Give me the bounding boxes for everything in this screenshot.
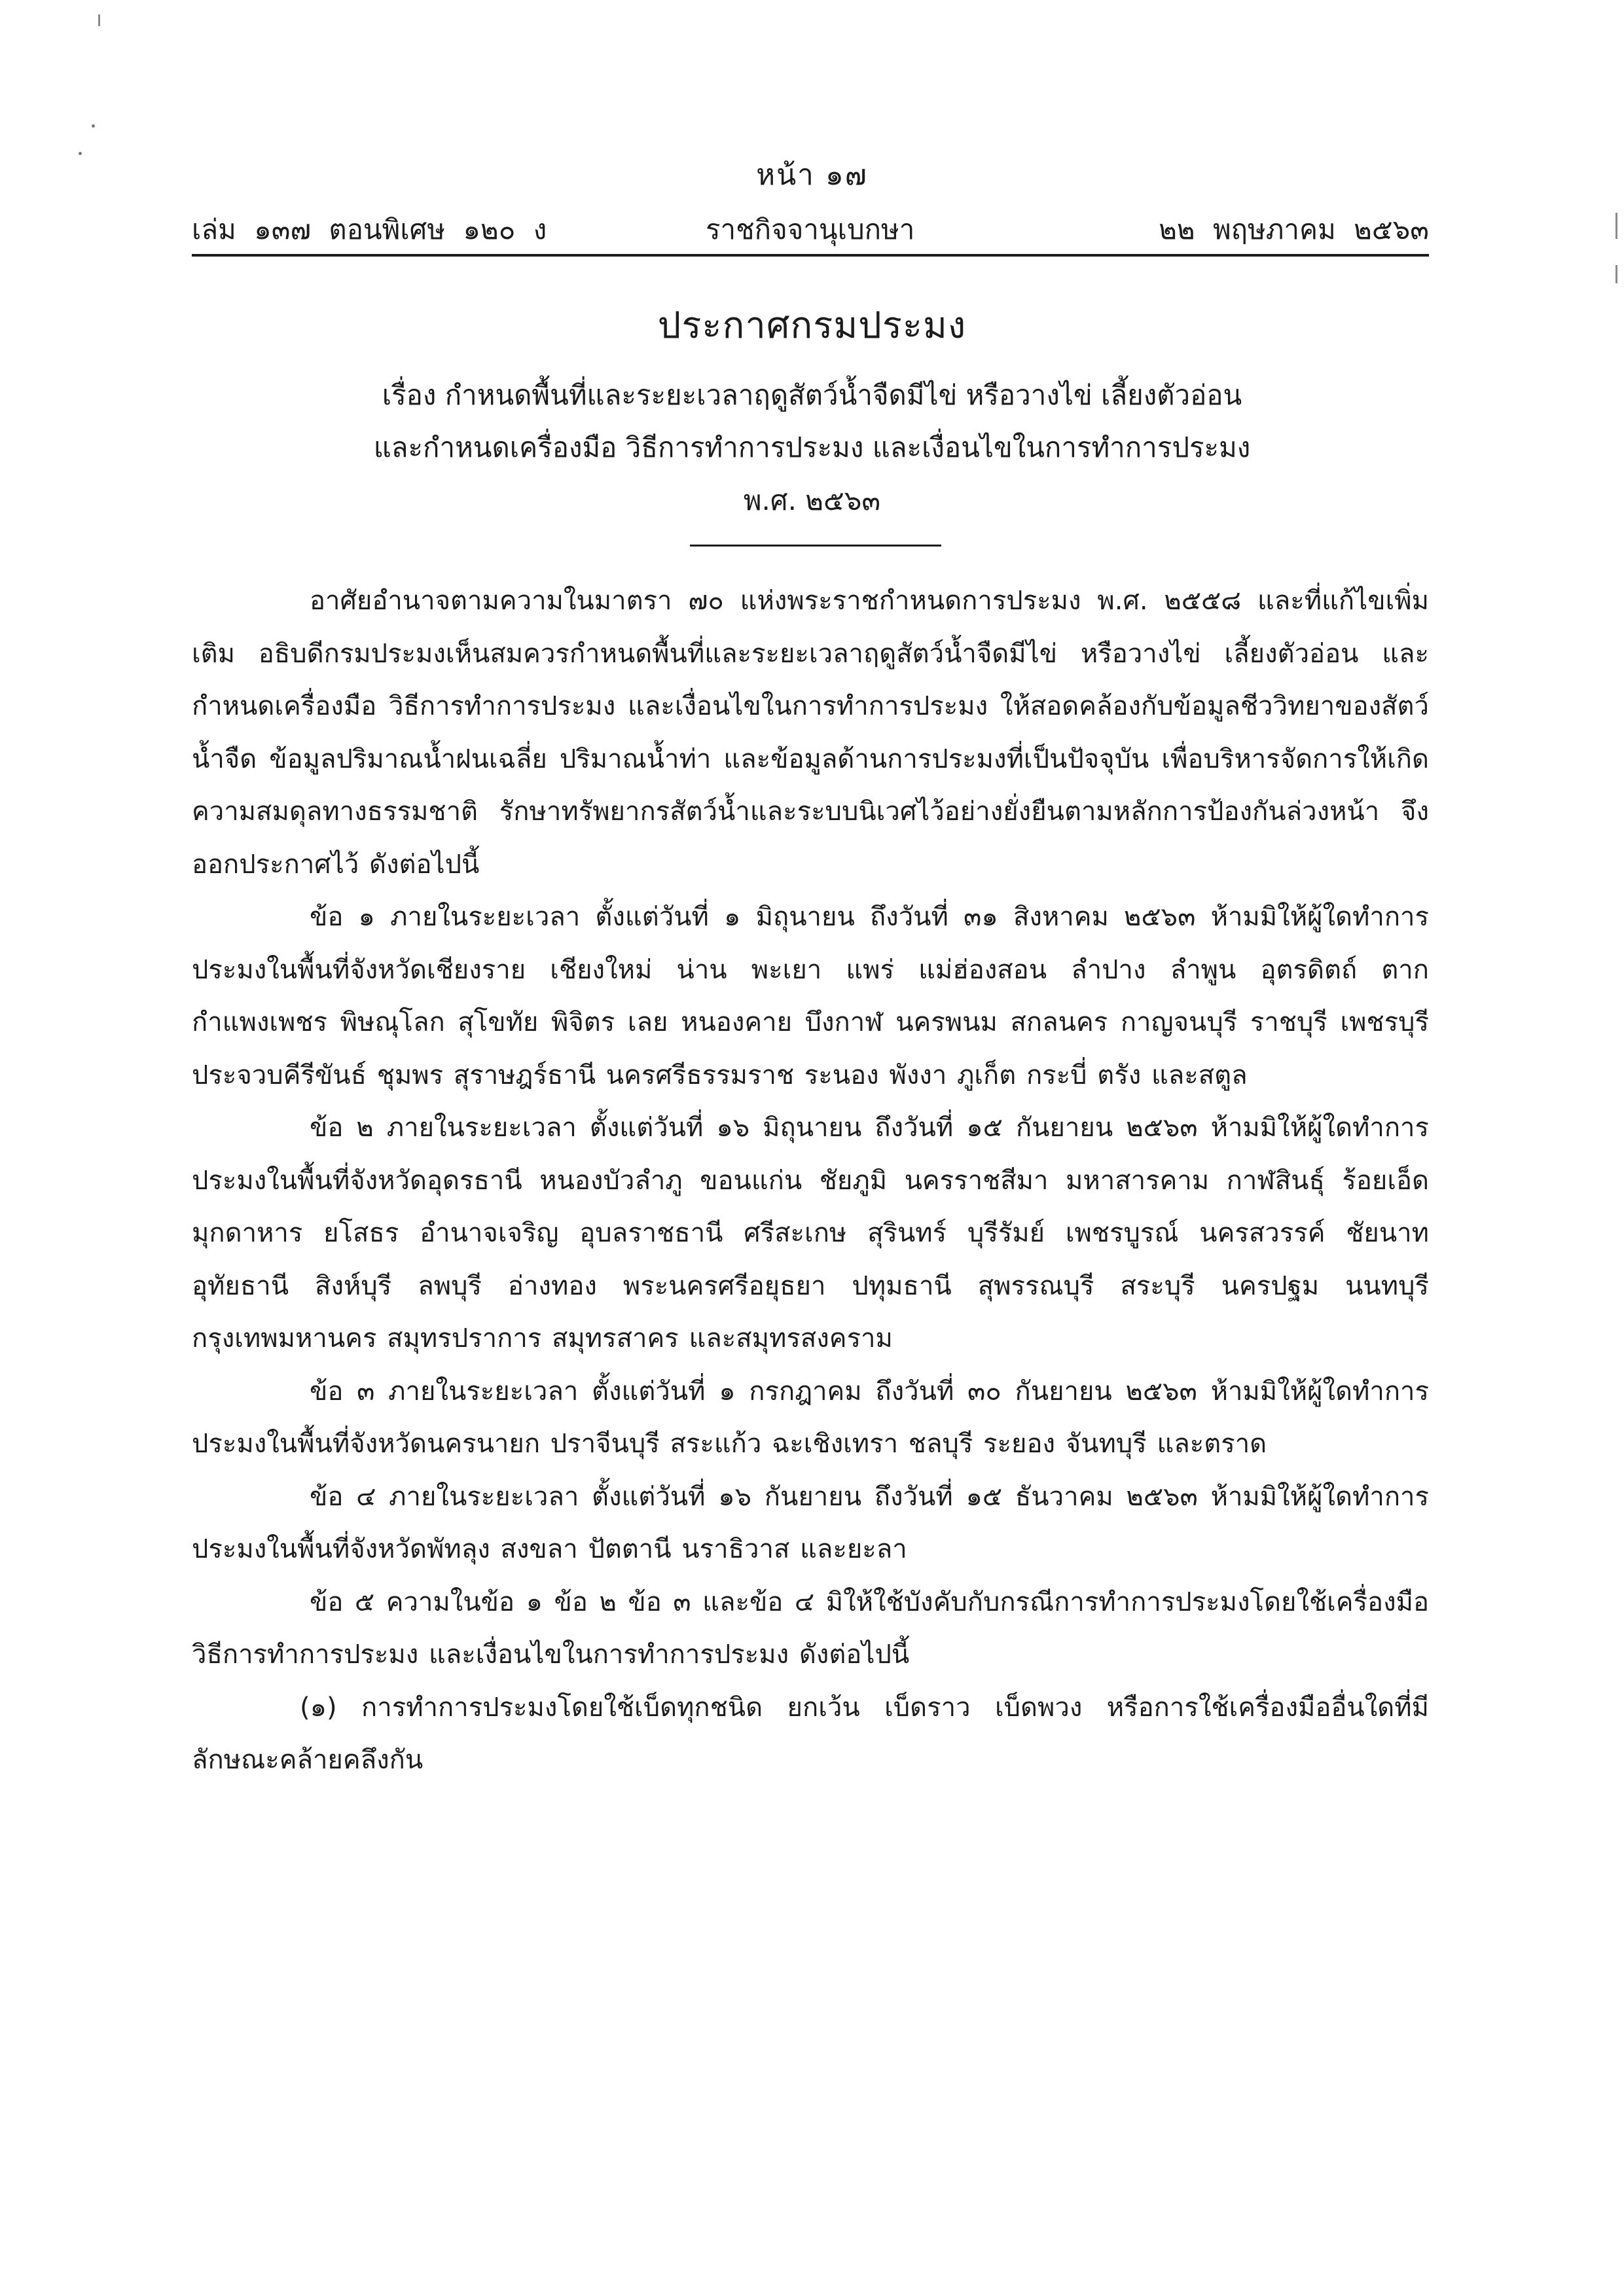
- clause-2: ข้อ ๒ ภายในระยะเวลา ตั้งแต่วันที่ ๑๖ มิถุนายน ถึงวันที่ ๑๕ กันยายน ๒๕๖๓ ห้ามมิให้ผู้ใดทำการประมงในพื้นที่จังหวัดอุดรธานี หนองบัวลำภู ขอนแก่น ชัยภูมิ นครราชสีมา มหาสารคาม กาฬสินธุ์ ร้อยเอ็ด มุกดาหาร ยโสธร อำนาจเจริญ อุบลราชธานี ศรีสะเกษ สุรินทร์ บุรีรัมย์ เพชรบูรณ์ นครสวรรค์ ชัยนาท อุทัยธานี สิงห์บุรี ลพบุรี อ่างทอง พระนครศรีอยุธยา ปทุมธานี สุพรรณบุรี สระบุรี นครปฐม นนทบุรี กรุงเทพมหานคร สมุทรปราการ สมุทรสาคร และสมุทรสงคราม: [192, 1113, 1429, 1354]
- gazette-header: [192, 209, 1429, 250]
- scan-margin-mark-top: [98, 14, 100, 26]
- clause-5-item-1: (๑) การทำการประมงโดยใช้เบ็ดทุกชนิด ยกเว้น เบ็ดราว เบ็ดพวง หรือการใช้เครื่องมืออื่นใดที่มีลักษณะคล้ายคลึงกัน: [192, 1692, 1429, 1775]
- title-divider: [690, 545, 941, 547]
- clause-4: ข้อ ๔ ภายในระยะเวลา ตั้งแต่วันที่ ๑๖ กันยายน ถึงวันที่ ๑๕ ธันวาคม ๒๕๖๓ ห้ามมิให้ผู้ใดทำการประมงในพื้นที่จังหวัดพัทลุง สงขลา ปัตตานี นราธิวาส และยะลา: [192, 1481, 1429, 1564]
- announcement-year: พ.ศ. ๒๕๖๓: [743, 484, 881, 516]
- announcement-title: ประกาศกรมประมง: [657, 304, 967, 347]
- publication-date: ๒๒ พฤษภาคม ๒๕๖๓: [1159, 213, 1429, 245]
- page-number: หน้า ๑๗: [756, 158, 868, 192]
- announcement-subject-line1: เรื่อง กำหนดพื้นที่และระยะเวลาฤดูสัตว์น้ำจืดมีไข่ หรือวางไข่ เลี้ยงตัวอ่อน: [382, 379, 1242, 411]
- header-divider: [192, 254, 1429, 257]
- scan-margin-mark-right: [1615, 265, 1617, 283]
- clause-1: ข้อ ๑ ภายในระยะเวลา ตั้งแต่วันที่ ๑ มิถุนายน ถึงวันที่ ๓๑ สิงหาคม ๒๕๖๓ ห้ามมิให้ผู้ใดทำการประมงในพื้นที่จังหวัดเชียงราย เชียงใหม่ น่าน พะเยา แพร่ แม่ฮ่องสอน ลำปาง ลำพูน อุตรดิตถ์ ตาก กำแพงเพชร พิษณุโลก สุโขทัย พิจิตร เลย หนองคาย บึงกาฬ นครพนม สกลนคร กาญจนบุรี ราชบุรี เพชรบุรี ประจวบคีรีขันธ์ ชุมพร สุราษฎร์ธานี นครศรีธรรมราช ระนอง พังงา ภูเก็ต กระบี่ ตรัง และสตูล: [192, 902, 1429, 1090]
- scan-dot-mark: [92, 124, 95, 128]
- announcement-subject-line2: และกำหนดเครื่องมือ วิธีการทำการประมง และเงื่อนไขในการทำการประมง: [373, 431, 1251, 463]
- clause-5: ข้อ ๕ ความในข้อ ๑ ข้อ ๒ ข้อ ๓ และข้อ ๔ มิให้ใช้บังคับกับกรณีการทำการประมงโดยใช้เครื่องมือ วิธีการทำการประมง และเงื่อนไขในการทำการประมง ดังต่อไปนี้: [192, 1587, 1429, 1670]
- preamble-paragraph: อาศัยอำนาจตามความในมาตรา ๗๐ แห่งพระราชกำหนดการประมง พ.ศ. ๒๕๕๘ และที่แก้ไขเพิ่มเติม อธิบดีกรมประมงเห็นสมควรกำหนดพื้นที่และระยะเวลาฤดูสัตว์น้ำจืดมีไข่ หรือวางไข่ เลี้ยงตัวอ่อน และกำหนดเครื่องมือ วิธีการทำการประมง และเงื่อนไขในการทำการประมง ให้สอดคล้องกับข้อมูลชีววิทยาของสัตว์น้ำจืด ข้อมูลปริมาณน้ำฝนเฉลี่ย ปริมาณน้ำท่า และข้อมูลด้านการประมงที่เป็นปัจจุบัน เพื่อบริหารจัดการให้เกิดความสมดุลทางธรรมชาติ รักษาทรัพยากรสัตว์น้ำและระบบนิเวศไว้อย่างยั่งยืนตามหลักการป้องกันล่วงหน้า จึงออกประกาศไว้ ดังต่อไปนี้: [192, 586, 1429, 880]
- volume-issue: เล่ม ๑๓๗ ตอนพิเศษ ๑๒๐ ง: [192, 213, 547, 245]
- gazette-name: ราชกิจจานุเบกษา: [706, 213, 915, 245]
- scan-margin-mark-right: [1615, 213, 1617, 239]
- clause-3: ข้อ ๓ ภายในระยะเวลา ตั้งแต่วันที่ ๑ กรกฎาคม ถึงวันที่ ๓๐ กันยายน ๒๕๖๓ ห้ามมิให้ผู้ใดทำการประมงในพื้นที่จังหวัดนครนายก ปราจีนบุรี สระแก้ว ฉะเชิงเทรา ชลบุรี ระยอง จันทบุรี และตราด: [192, 1376, 1429, 1459]
- announcement-body: [192, 575, 1429, 1787]
- scan-dot-mark: [79, 152, 82, 155]
